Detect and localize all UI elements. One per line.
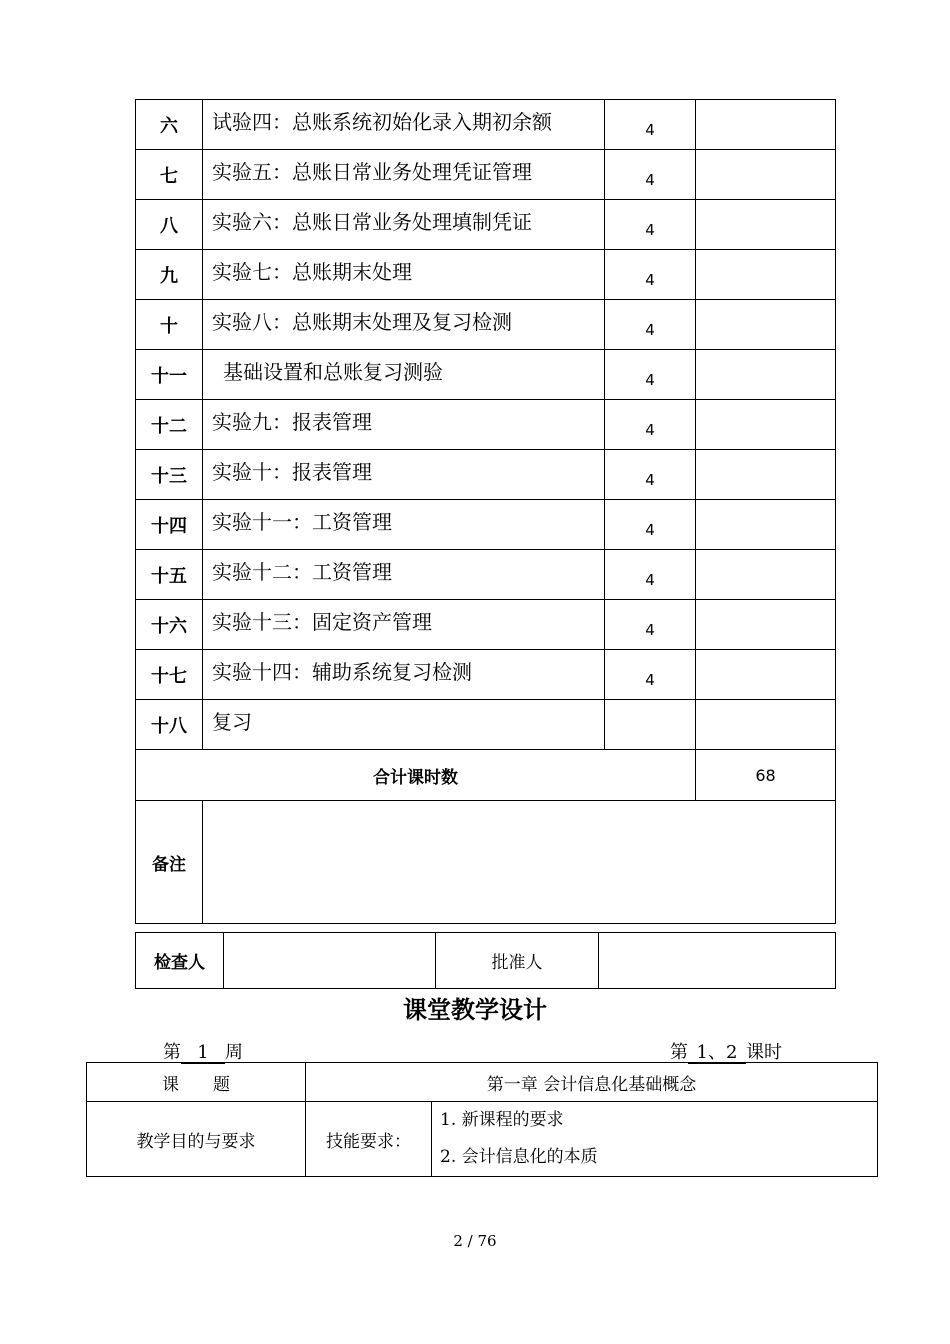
schedule-table [135, 99, 836, 924]
note-cell [696, 350, 836, 400]
hours-cell: 4 [605, 200, 696, 250]
content-cell: 实验九：报表管理 [203, 400, 605, 450]
period-value: 1、2 [688, 1043, 746, 1064]
sign-row [136, 933, 836, 989]
content-cell: 实验十二：工资管理 [203, 550, 605, 600]
hours-cell: 4 [605, 600, 696, 650]
period-prefix: 第 [670, 1042, 688, 1063]
topic-row [87, 1063, 878, 1102]
table-row [136, 650, 836, 700]
content-cell: 实验十三：固定资产管理 [203, 600, 605, 650]
table-row [136, 100, 836, 150]
skill-label: 技能要求： [306, 1102, 432, 1177]
week-cell: 十七 [136, 650, 203, 700]
list-item: 1. 新课程的要求 [440, 1110, 564, 1130]
week-prefix: 第 [163, 1042, 181, 1063]
content-cell: 实验六：总账日常业务处理填制凭证 [203, 200, 605, 250]
content-cell: 实验十：报表管理 [203, 450, 605, 500]
note-cell [696, 250, 836, 300]
total-label: 合计课时数 [136, 750, 696, 801]
content-cell: 实验五：总账日常业务处理凭证管理 [203, 150, 605, 200]
hours-cell: 4 [605, 450, 696, 500]
table-row [136, 200, 836, 250]
week-cell: 十四 [136, 500, 203, 550]
content-cell: 复习 [203, 700, 605, 750]
approver-field[interactable] [599, 933, 836, 989]
hours-cell: 4 [605, 150, 696, 200]
content-cell: 试验四：总账系统初始化录入期初余额 [203, 100, 605, 150]
topic-value: 第一章 会计信息化基础概念 [306, 1063, 878, 1102]
week-cell: 十 [136, 300, 203, 350]
topic-label: 课 题 [87, 1063, 306, 1102]
hours-cell: 4 [605, 500, 696, 550]
hours-cell: 4 [605, 550, 696, 600]
remark-cell [203, 801, 836, 924]
page-number: 2 / 76 [453, 1232, 497, 1250]
remark-label: 备注 [136, 801, 203, 924]
hours-cell [605, 700, 696, 750]
week-suffix: 周 [225, 1042, 243, 1063]
content-cell: 实验八：总账期末处理及复习检测 [203, 300, 605, 350]
week-cell: 十二 [136, 400, 203, 450]
week-cell: 十六 [136, 600, 203, 650]
total-value: 68 [696, 750, 836, 801]
content-cell: 基础设置和总账复习测验 [203, 350, 605, 400]
design-title: 课堂教学设计 [403, 996, 547, 1024]
skill-list [432, 1102, 878, 1177]
hours-cell: 4 [605, 650, 696, 700]
table-row [136, 300, 836, 350]
total-row [136, 750, 836, 801]
goal-label: 教学目的与要求 [87, 1102, 306, 1177]
week-cell: 十一 [136, 350, 203, 400]
note-cell [696, 600, 836, 650]
note-cell [696, 400, 836, 450]
goal-row [87, 1102, 878, 1177]
remark-row [136, 801, 836, 924]
table-row [136, 600, 836, 650]
table-row [136, 450, 836, 500]
table-row [136, 500, 836, 550]
sign-table [135, 932, 836, 989]
hours-cell: 4 [605, 250, 696, 300]
note-cell [696, 550, 836, 600]
week-cell: 十五 [136, 550, 203, 600]
design-table [86, 1062, 878, 1177]
table-row [136, 400, 836, 450]
hours-cell: 4 [605, 400, 696, 450]
note-cell [696, 200, 836, 250]
note-cell [696, 700, 836, 750]
table-row [136, 350, 836, 400]
checker-label: 检查人 [136, 933, 224, 989]
hours-cell: 4 [605, 350, 696, 400]
week-meta [163, 1038, 243, 1064]
week-cell: 八 [136, 200, 203, 250]
content-cell: 实验十一：工资管理 [203, 500, 605, 550]
week-cell: 九 [136, 250, 203, 300]
hours-cell: 4 [605, 300, 696, 350]
note-cell [696, 450, 836, 500]
week-cell: 十八 [136, 700, 203, 750]
note-cell [696, 150, 836, 200]
list-item: 2. 会计信息化的本质 [440, 1147, 598, 1167]
hours-cell: 4 [605, 100, 696, 150]
note-cell [696, 300, 836, 350]
week-cell: 七 [136, 150, 203, 200]
week-cell: 十三 [136, 450, 203, 500]
period-suffix: 课时 [746, 1042, 782, 1063]
content-cell: 实验七：总账期末处理 [203, 250, 605, 300]
note-cell [696, 100, 836, 150]
approver-label: 批准人 [436, 933, 599, 989]
note-cell [696, 650, 836, 700]
week-cell: 六 [136, 100, 203, 150]
period-meta [670, 1038, 782, 1064]
table-row [136, 150, 836, 200]
table-row [136, 250, 836, 300]
content-cell: 实验十四：辅助系统复习检测 [203, 650, 605, 700]
week-value: 1 [181, 1043, 225, 1064]
checker-field[interactable] [224, 933, 436, 989]
table-row [136, 550, 836, 600]
table-row [136, 700, 836, 750]
note-cell [696, 500, 836, 550]
